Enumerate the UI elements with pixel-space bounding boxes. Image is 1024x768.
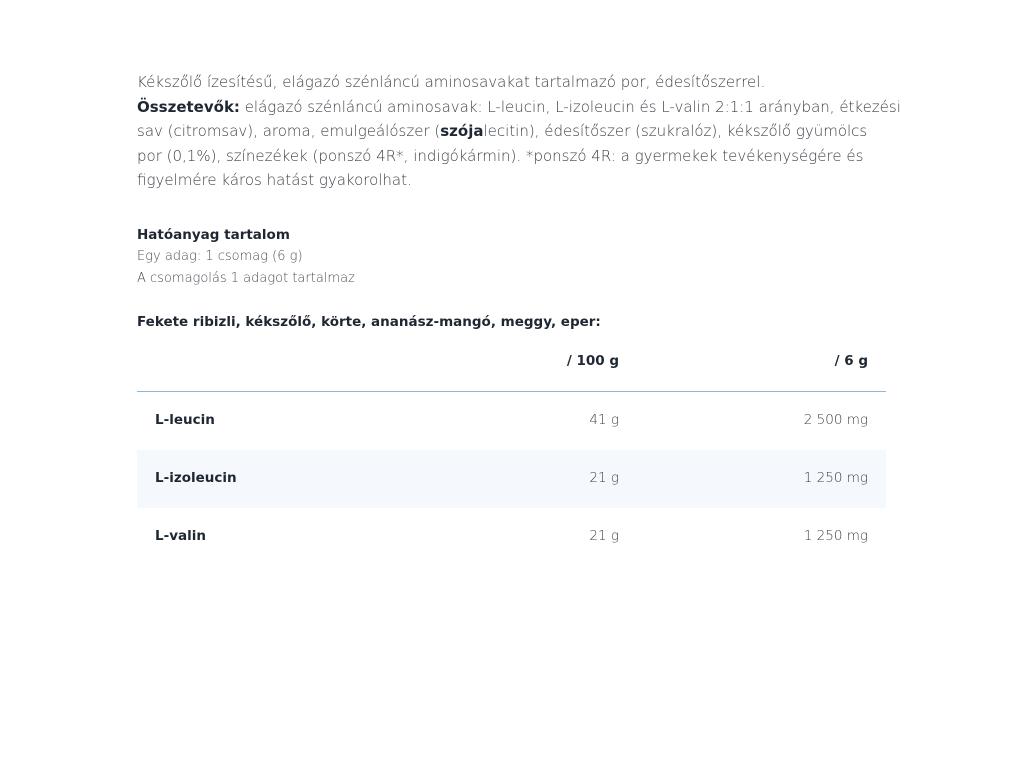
active-content-title: Hatóanyag tartalom — [137, 227, 290, 243]
nutrition-table — [137, 342, 886, 566]
serving-size: Egy adag: 1 csomag (6 g) — [137, 249, 303, 264]
value-per-100g: 21 g — [589, 528, 619, 544]
allergen-highlight: szója — [440, 122, 484, 140]
description-line — [137, 95, 901, 120]
package-servings: A csomagolás 1 adagot tartalmaz — [137, 271, 355, 286]
table-row — [137, 392, 886, 450]
description-line: por (0,1%), színezékek (ponszó 4R*, indigókármin). *ponszó 4R: a gyermekek tevékenységére és — [137, 146, 864, 165]
description-line — [137, 119, 886, 144]
table-header — [137, 342, 886, 392]
flavors-heading: Fekete ribizli, kékszőlő, körte, ananász-mangó, meggy, eper: — [137, 314, 601, 330]
product-description — [137, 70, 901, 193]
value-per-100g: 21 g — [589, 470, 619, 486]
column-header-per-6g: / 6 g — [834, 353, 868, 369]
table-row — [137, 450, 886, 508]
value-per-6g: 2 500 mg — [803, 412, 868, 428]
ingredients-text: elágazó szénláncú aminosavak: L-leucin, L-izoleucin és L-valin 2:1:1 arányban, étkezési — [239, 97, 901, 116]
value-per-6g: 1 250 mg — [803, 470, 868, 486]
column-header-per-100g: / 100 g — [566, 353, 619, 369]
value-per-6g: 1 250 mg — [803, 528, 868, 544]
ingredient-name: L-valin — [155, 528, 206, 544]
table-row — [137, 508, 886, 566]
ingredients-text: sav (citromsav), aroma, emulgeálószer ( — [137, 122, 441, 140]
ingredient-name: L-leucin — [155, 412, 215, 428]
ingredients-text: lecitin), édesítőszer (szukralóz), kékszőlő gyümölcs — [483, 122, 868, 140]
ingredient-name: L-izoleucin — [155, 470, 237, 486]
value-per-100g: 41 g — [589, 412, 619, 428]
product-info — [137, 70, 901, 544]
ingredients-label: Összetevők: — [137, 97, 240, 116]
description-line: figyelmére káros hatást gyakorolhat. — [137, 171, 412, 189]
description-line: Kékszőlő ízesítésű, elágazó szénláncú aminosavakat tartalmazó por, édesítőszerrel. — [137, 73, 766, 91]
